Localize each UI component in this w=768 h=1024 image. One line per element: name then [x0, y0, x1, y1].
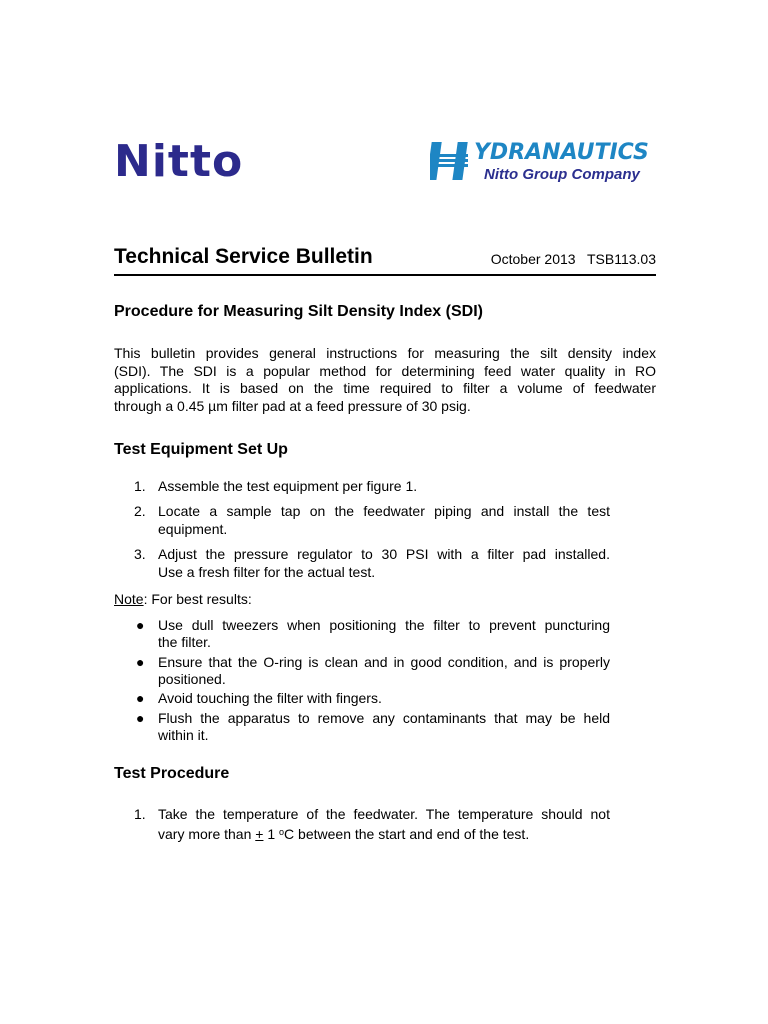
note-text: : For best results: — [143, 591, 252, 607]
intro-line: This bulletin provides general instructions for measuring the silt density index — [114, 345, 656, 361]
item-text — [158, 806, 610, 843]
bullet-icon: ● — [136, 690, 145, 706]
nitto-logo — [114, 136, 244, 187]
item-line-part: C between the start and end of the test. — [284, 825, 530, 842]
intro-line: through a 0.45 µm filter pad at a feed pressure of 30 psig. — [114, 397, 471, 414]
bullet-icon: ● — [136, 617, 145, 633]
item-number: 1. — [134, 478, 146, 494]
hydranautics-wordmark: YDRANAUTICS — [474, 140, 649, 165]
bullet-icon: ● — [136, 654, 145, 670]
hydranautics-subtitle: Nitto Group Company — [484, 166, 640, 183]
intro-line: applications. It is based on the time required to filter a volume of feedwater — [114, 380, 656, 396]
nitto-logo-text: Nitto — [114, 136, 244, 187]
bullet-line: within it. — [158, 727, 209, 743]
plus-minus-symbol: + — [255, 825, 264, 842]
hydranautics-h-mark-icon — [430, 140, 476, 182]
bullet-line: the filter. — [158, 634, 211, 650]
item-text — [158, 503, 610, 538]
bullet-text — [158, 654, 610, 688]
item-line: Locate a sample tap on the feedwater piping and install the test — [158, 503, 610, 519]
note-label: Note — [114, 591, 144, 607]
item-line: Adjust the pressure regulator to 30 PSI with a filter pad installed. — [158, 546, 610, 562]
degree-symbol: o — [279, 826, 285, 837]
bullet-line: Flush the apparatus to remove any contaminants that may be held — [158, 710, 610, 726]
intro-line: (SDI). The SDI is a popular method for determining feed water quality in RO — [114, 362, 656, 379]
setup-heading: Test Equipment Set Up — [114, 441, 288, 458]
item-line-part: 1 — [263, 825, 280, 842]
test-procedure-heading: Test Procedure — [114, 765, 230, 782]
item-number: 1. — [134, 806, 146, 822]
bullet-text — [158, 690, 610, 707]
item-line: Take the temperature of the feedwater. The temperature should not — [158, 806, 610, 822]
bullet-text — [158, 710, 610, 744]
note — [114, 591, 252, 609]
bulletin-code: TSB113.03 — [586, 251, 656, 267]
bullet-line: Use dull tweezers when positioning the filter to prevent puncturing — [158, 617, 610, 633]
item-line: Use a fresh filter for the actual test. — [158, 563, 376, 580]
procedure-title: Procedure for Measuring Silt Density Index (SDI) — [114, 303, 483, 320]
item-line: Assemble the test equipment per figure 1. — [158, 478, 418, 494]
hydranautics-logo — [430, 140, 652, 186]
bullet-text — [158, 617, 610, 651]
intro-paragraph — [114, 345, 656, 415]
bullet-line: Avoid touching the filter with fingers. — [158, 690, 382, 706]
item-line-part: vary more than — [158, 825, 256, 842]
item-number: 3. — [134, 546, 146, 562]
bullet-line: Ensure that the O-ring is clean and in good condition, and is properly — [158, 654, 610, 670]
bullet-icon: ● — [136, 710, 145, 726]
item-text — [158, 546, 610, 581]
item-line: equipment. — [158, 520, 228, 537]
bulletin-meta — [491, 250, 656, 268]
item-number: 2. — [134, 503, 146, 519]
bulletin-title: Technical Service Bulletin — [114, 245, 373, 268]
item-line — [158, 824, 610, 844]
item-text — [158, 478, 610, 496]
bullet-line: positioned. — [158, 671, 226, 687]
bulletin-date: October 2013 — [490, 251, 576, 267]
bulletin-header — [114, 244, 656, 276]
